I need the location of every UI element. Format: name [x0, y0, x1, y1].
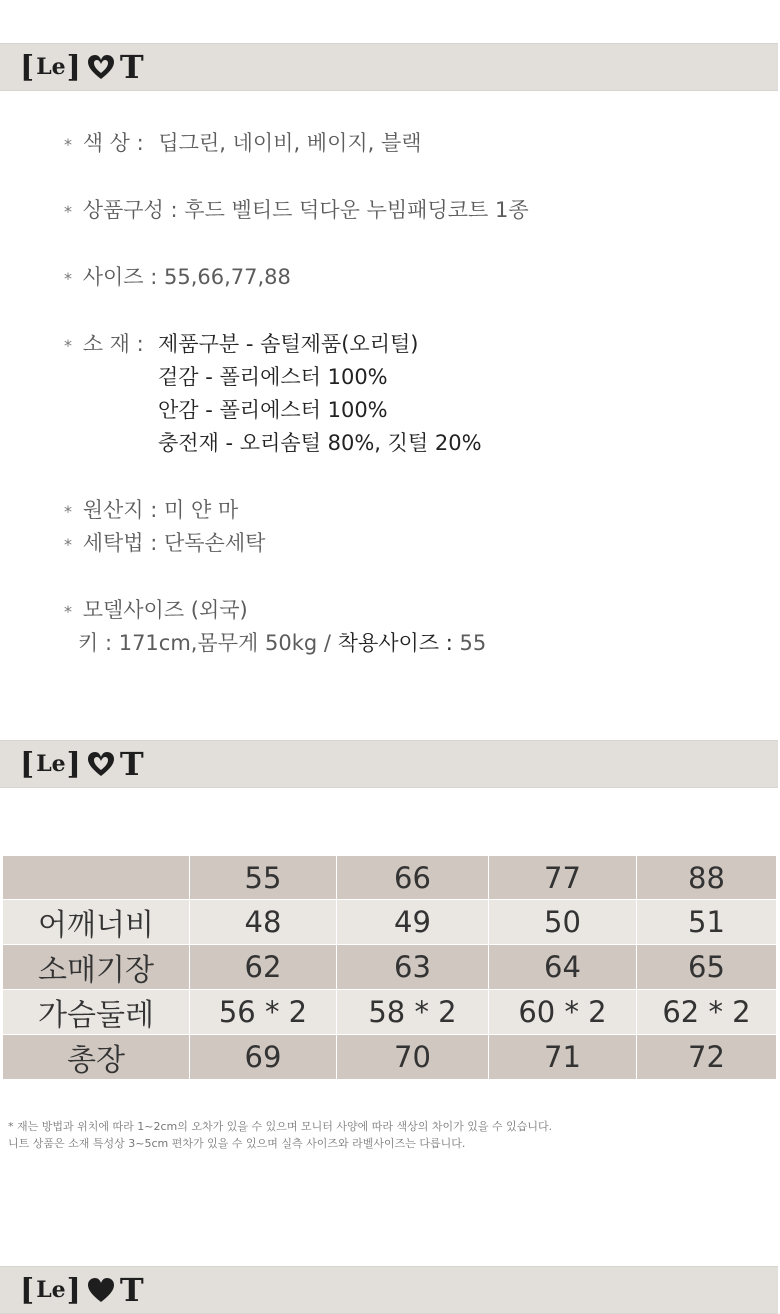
logo-le: Le: [36, 1277, 66, 1303]
table-cell: 49: [337, 900, 489, 945]
table-cell: 48: [190, 900, 337, 945]
spec-origin: [64, 494, 238, 524]
logo-t: T: [119, 48, 145, 86]
logo-bracket: ]: [66, 1272, 82, 1308]
table-cell: 58 * 2: [337, 990, 489, 1035]
table-row: [3, 990, 777, 1035]
table-header-cell: 77: [489, 856, 637, 900]
size-table: [2, 855, 777, 1080]
table-cell: 72: [637, 1035, 777, 1080]
spec-label: 상품구성 :: [82, 198, 178, 222]
table-cell: 70: [337, 1035, 489, 1080]
brand-banner-2: [0, 740, 778, 788]
model-height-weight: 키 : 171cm,몸무게 50kg /: [78, 631, 338, 655]
row-label: 총장: [3, 1035, 190, 1080]
spec-model-details: [78, 627, 486, 657]
bullet: *: [64, 135, 72, 154]
logo-bracket: ]: [66, 49, 82, 85]
logo-bracket: [: [20, 49, 36, 85]
table-cell: 64: [489, 945, 637, 990]
table-row: [3, 900, 777, 945]
spec-size: [64, 261, 291, 291]
brand-banner-3: [0, 1266, 778, 1314]
table-cell: 65: [637, 945, 777, 990]
table-cell: 62: [190, 945, 337, 990]
model-fit-value: 55: [452, 631, 487, 655]
brand-banner-1: [0, 43, 778, 91]
logo-bracket: ]: [66, 746, 82, 782]
material-line: 겉감 - 폴리에스터 100%: [158, 365, 388, 389]
logo-t: T: [119, 1271, 145, 1309]
table-cell: 62 * 2: [637, 990, 777, 1035]
heart-icon: [86, 749, 116, 779]
spec-value: 단독손세탁: [163, 531, 266, 555]
model-fit-label: 착용사이즈 :: [337, 631, 453, 655]
logo-le: Le: [36, 54, 66, 80]
measurement-note: * 재는 방법과 위치에 따라 1~2cm의 오차가 있을 수 있으며 모니터 사양에 따라 색상의 차이가 있을 수 있습니다.: [8, 1120, 553, 1133]
spec-value: 딥그린, 네이비, 베이지, 블랙: [158, 131, 422, 155]
spec-label: 소 재 :: [82, 332, 144, 356]
spec-composition: [64, 194, 529, 224]
logo-le: Le: [36, 751, 66, 777]
table-header-row: [3, 856, 777, 900]
spec-label: 원산지 :: [82, 498, 158, 522]
table-header-cell: 88: [637, 856, 777, 900]
brand-logo: [20, 747, 145, 781]
spec-value: 미 얀 마: [163, 498, 239, 522]
bullet: *: [64, 336, 72, 355]
table-row: [3, 1035, 777, 1080]
spec-value: 후드 벨티드 덕다운 누빔패딩코트 1종: [184, 198, 529, 222]
table-cell: 63: [337, 945, 489, 990]
spec-model: [64, 594, 248, 624]
table-row: [3, 945, 777, 990]
table-cell: 50: [489, 900, 637, 945]
spec-washing: [64, 527, 265, 557]
table-header-cell: [3, 856, 190, 900]
spec-material-label: [64, 328, 144, 358]
bullet: *: [64, 269, 72, 288]
brand-logo: [20, 1273, 145, 1307]
spec-color: [64, 127, 422, 157]
bullet: *: [64, 602, 72, 621]
heart-icon: [86, 52, 116, 82]
logo-bracket: [: [20, 1272, 36, 1308]
spec-label: 세탁법 :: [82, 531, 158, 555]
logo-bracket: [: [20, 746, 36, 782]
bullet: *: [64, 202, 72, 221]
logo-t: T: [119, 745, 145, 783]
spec-label: 모델사이즈 (외국): [82, 598, 248, 622]
table-header-cell: 66: [337, 856, 489, 900]
material-line: 제품구분 - 솜털제품(오리털): [158, 332, 419, 356]
table-cell: 71: [489, 1035, 637, 1080]
table-cell: 60 * 2: [489, 990, 637, 1035]
material-line: 안감 - 폴리에스터 100%: [158, 398, 388, 422]
spec-value: 55,66,77,88: [163, 265, 291, 289]
brand-logo: [20, 50, 145, 84]
material-line: 충전재 - 오리솜털 80%, 깃털 20%: [158, 431, 482, 455]
bullet: *: [64, 502, 72, 521]
spec-label: 색 상 :: [82, 131, 144, 155]
table-cell: 51: [637, 900, 777, 945]
table-cell: 56 * 2: [190, 990, 337, 1035]
table-cell: 69: [190, 1035, 337, 1080]
row-label: 소매기장: [3, 945, 190, 990]
spec-label: 사이즈 :: [82, 265, 158, 289]
table-header-cell: 55: [190, 856, 337, 900]
row-label: 가슴둘레: [3, 990, 190, 1035]
bullet: *: [64, 535, 72, 554]
knit-note: 니트 상품은 소재 특성상 3~5cm 편차가 있을 수 있으며 실측 사이즈와 라벨사이즈는 다릅니다.: [8, 1137, 466, 1150]
row-label: 어깨너비: [3, 900, 190, 945]
